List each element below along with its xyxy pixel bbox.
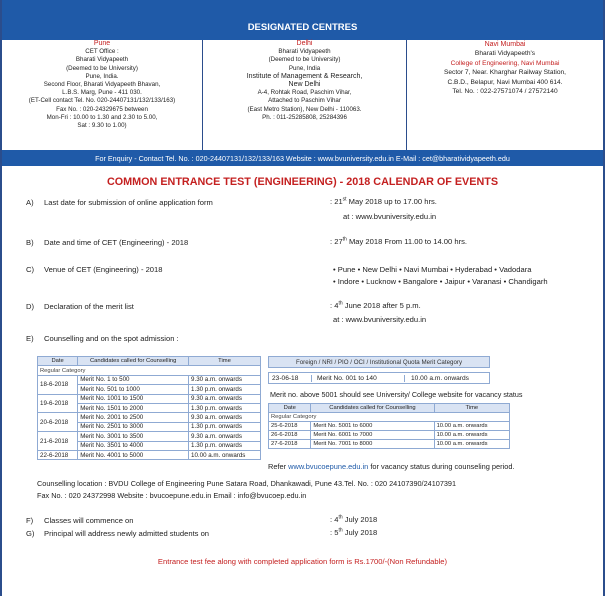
event-letter: A) — [26, 198, 34, 207]
centres-section — [2, 40, 603, 150]
pune-line: Bharati Vidyapeeth — [75, 56, 129, 64]
row-time: 1.30 p.m. onwards — [189, 403, 261, 412]
row-time: 10.00 a.m. onwards — [434, 440, 509, 449]
event-d-site: at : www.bvuniversity.edu.in — [333, 315, 427, 324]
row-time: 10.00 a.m. onwards — [189, 450, 261, 459]
quota-date: 23-06-18 — [272, 375, 312, 382]
event-text: Counselling and on the spot admission : — [44, 334, 179, 343]
event-letter: D) — [26, 302, 35, 311]
pune-line: Pune, India. — [85, 72, 119, 80]
delhi-line: Attached to Paschim Vihar — [268, 97, 341, 105]
delhi-line: A-4, Rohtak Road, Paschim Vihar, — [257, 89, 352, 97]
col-header-candidates: Candidates called for Counselling — [311, 404, 434, 413]
event-b-day: : 27 — [330, 237, 343, 246]
pune-line: CET Office : — [85, 48, 119, 56]
event-text: Venue of CET (Engineering) - 2018 — [44, 265, 163, 274]
refer-note — [268, 462, 515, 471]
row-merit: Merit No. 1 to 500 — [78, 375, 189, 384]
calendar-title: COMMON ENTRANCE TEST (ENGINEERING) - 2018 CALENDAR OF EVENTS — [106, 176, 499, 188]
refer-pre: Refer — [268, 462, 289, 471]
pune-line: (Deemed to be University) — [66, 64, 138, 72]
table-row — [38, 394, 261, 403]
pune-line: Second Floor, Bharati Vidyapeeth Bhavan, — [43, 81, 161, 89]
navi-line: Tel. No. : 022-27571074 / 27572140 — [452, 88, 558, 96]
quota-table-title: Foreign / NRI / PIO / OCI / Institutional Quota Merit Category — [268, 356, 490, 368]
quota-merit: Merit No. 001 to 140 — [315, 375, 405, 382]
fee-note: Entrance test fee along with completed application form is Rs.1700/-(Non Refundable) — [157, 557, 448, 566]
event-g-day: : 5 — [330, 528, 339, 537]
event-text: Date and time of CET (Engineering) - 2018 — [44, 238, 189, 247]
event-d-sup: th — [338, 300, 343, 307]
row-date: 21-6-2018 — [38, 432, 78, 451]
navi-line: C.B.D., Belapur, Navi Mumbai 400 614. — [447, 78, 563, 86]
event-letter: C) — [26, 265, 35, 274]
col-header-candidates: Candidates called for Counselling — [78, 357, 189, 366]
row-date: 25-6-2018 — [269, 422, 311, 431]
row-merit: Merit No. 3501 to 4000 — [78, 441, 189, 450]
event-text: Declaration of the merit list — [44, 302, 134, 311]
counselling-table-later — [268, 403, 510, 449]
row-time: 9.30 a.m. onwards — [189, 413, 261, 422]
row-merit: Merit No. 501 to 1000 — [78, 385, 189, 394]
row-date: 26-6-2018 — [269, 431, 311, 440]
delhi-line: Pune, India — [288, 64, 321, 72]
navi-line: Sector 7, Near. Kharghar Railway Station, — [443, 69, 567, 77]
event-text: Last date for submission of online application form — [44, 198, 213, 207]
event-f-value — [330, 515, 377, 524]
event-f-sup: th — [338, 514, 343, 521]
navi-line: Bharati Vidyapeeth's — [474, 50, 536, 58]
city-pune: Pune — [93, 40, 111, 47]
table-row — [269, 440, 510, 449]
row-time: 1.30 p.m. onwards — [189, 422, 261, 431]
enquiry-bar — [2, 150, 603, 166]
row-time: 1.30 p.m. onwards — [189, 385, 261, 394]
event-g-sup: th — [338, 527, 343, 534]
event-text: Principal will address newly admitted students on — [44, 529, 210, 538]
row-merit: Merit No. 4001 to 5000 — [78, 450, 189, 459]
row-date: 22-6-2018 — [38, 450, 78, 459]
row-time: 9.30 a.m. onwards — [189, 432, 261, 441]
event-c-venues-2: • Indore • Lucknow • Bangalore • Jaipur • Varanasi • Chandigarh — [333, 277, 548, 286]
row-merit: Merit No. 7001 to 8000 — [311, 440, 434, 449]
city-delhi: Delhi — [296, 40, 313, 47]
delhi-line: (Deemed to be University) — [268, 56, 341, 64]
delhi-line: (East Metro Station), New Delhi - 110063. — [247, 105, 362, 113]
row-merit: Merit No. 3001 to 3500 — [78, 432, 189, 441]
event-letter: E) — [26, 334, 34, 343]
designated-centres-header — [2, 0, 603, 40]
pune-line: Fax No. : 020-24329675 between — [56, 105, 148, 113]
category-label: Regular Category — [269, 413, 510, 422]
row-date: 20-6-2018 — [38, 413, 78, 432]
row-merit: Merit No. 1501 to 2000 — [78, 403, 189, 412]
header-title: DESIGNATED CENTRES — [247, 22, 358, 33]
centre-navi-mumbai — [407, 40, 603, 96]
row-merit: Merit No. 2501 to 3000 — [78, 422, 189, 431]
event-letter: F) — [26, 516, 34, 525]
row-date: 27-6-2018 — [269, 440, 311, 449]
row-merit: Merit No. 2001 to 2500 — [78, 413, 189, 422]
col-header-date: Date — [38, 357, 78, 366]
category-label: Regular Category — [38, 366, 261, 375]
event-d-date: June 2018 after 5 p.m. — [342, 301, 421, 310]
navi-college: College of Engineering, Navi Mumbai — [450, 59, 560, 67]
row-merit: Merit No. 1001 to 1500 — [78, 394, 189, 403]
delhi-line: Bharati Vidyapeeth — [278, 48, 331, 56]
refer-link[interactable]: www.bvucoepune.edu.in — [288, 462, 369, 471]
row-time: 1.30 p.m. onwards — [189, 441, 261, 450]
enquiry-text: For Enquiry - Contact Tel. No. : 020-24407131/132/133/163 Website : www.bvuniversity.edu.in E-Mail : cet@bharatividyapeeth.edu — [95, 153, 510, 163]
pune-line: (ET-Cell contact Tel. No. 020-24407131/132/133/163) — [28, 97, 176, 105]
event-f-date: July 2018 — [342, 515, 378, 524]
counselling-table-regular — [37, 356, 261, 460]
table-row — [38, 450, 261, 459]
pune-line: L.B.S. Marg, Pune - 411 030. — [62, 89, 142, 97]
row-time: 9.30 a.m. onwards — [189, 394, 261, 403]
delhi-line: New Delhi — [288, 81, 321, 89]
centre-pune — [2, 40, 202, 130]
table-row — [38, 413, 261, 422]
refer-post: for vacancy status during counseling period. — [368, 462, 515, 471]
row-time: 10.00 a.m. onwards — [434, 431, 509, 440]
col-header-time: Time — [189, 357, 261, 366]
event-g-date: July 2018 — [342, 528, 378, 537]
table-row — [38, 432, 261, 441]
table-row — [38, 375, 261, 384]
counselling-contact: Fax No. : 020 24372998 Website : bvucoepune.edu.in Email : info@bvucoep.edu.in — [37, 491, 307, 500]
row-date: 18-6-2018 — [38, 375, 78, 394]
event-c-venues-1: • Pune • New Delhi • Navi Mumbai • Hyderabad • Vadodara — [333, 265, 532, 274]
row-merit: Merit No. 5001 to 6000 — [311, 422, 434, 431]
event-b-date: May 2018 From 11.00 to 14.00 hrs. — [346, 237, 468, 246]
col-header-date: Date — [269, 404, 311, 413]
event-g-value — [330, 528, 377, 537]
quota-table-row — [268, 372, 490, 384]
event-f-day: : 4 — [330, 515, 339, 524]
row-date: 19-6-2018 — [38, 394, 78, 413]
pune-line: Mon-Fri : 10.00 to 1.30 and 2.30 to 5.00, — [46, 113, 158, 121]
table-row — [269, 431, 510, 440]
delhi-line: Institute of Management & Research, — [246, 72, 363, 80]
row-time: 10.00 a.m. onwards — [434, 422, 509, 431]
vacancy-note: Merit no. above 5001 should see University/ College website for vacancy status — [270, 390, 523, 399]
event-a-site: at : www.bvuniversity.edu.in — [343, 212, 437, 221]
col-header-time: Time — [434, 404, 509, 413]
pune-line: Sat : 9.30 to 1.00) — [77, 122, 127, 130]
city-navi-mumbai: Navi Mumbai — [484, 41, 526, 48]
counselling-location: Counselling location : BVDU College of Engineering Pune Satara Road, Dhankawadi, Pune 43.Tel. No. : 020 24107390/24107391 — [37, 479, 457, 488]
quota-time: 10.00 a.m. onwards — [411, 375, 469, 382]
row-merit: Merit No. 6001 to 7000 — [311, 431, 434, 440]
event-d-value — [330, 301, 421, 310]
event-b-value — [330, 237, 467, 246]
centre-delhi — [202, 40, 407, 150]
event-text: Classes will commence on — [44, 516, 134, 525]
event-b-sup: th — [342, 236, 347, 243]
event-a-date: May 2018 up to 17.00 hrs. — [346, 197, 437, 206]
event-a-value — [330, 197, 437, 206]
table-row — [269, 422, 510, 431]
event-letter: B) — [26, 238, 34, 247]
event-d-day: : 4 — [330, 301, 339, 310]
row-time: 9.30 a.m. onwards — [189, 375, 261, 384]
event-a-day: : 21 — [330, 197, 343, 206]
delhi-line: Ph. : 011-25285808, 25284396 — [262, 113, 347, 121]
event-a-sup: st — [342, 196, 347, 203]
event-letter: G) — [26, 529, 35, 538]
